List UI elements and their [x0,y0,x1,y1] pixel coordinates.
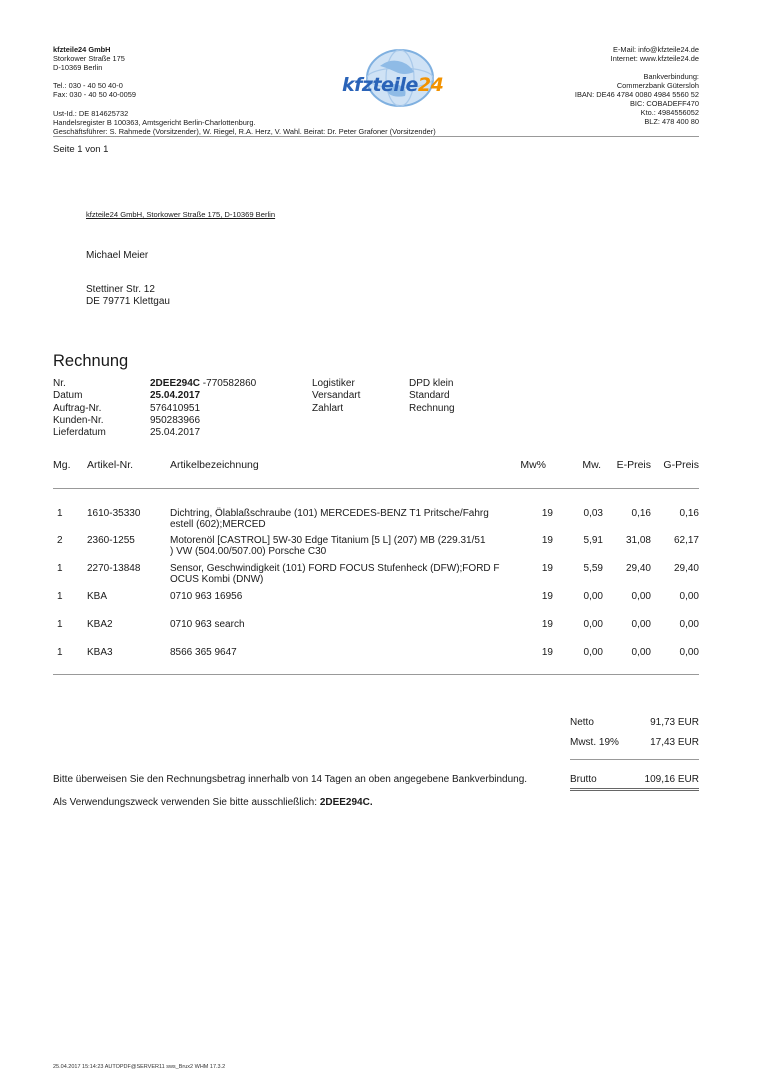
bank-name: Commerzbank Gütersloh [616,81,699,90]
cell-bez: 8566 365 9647 [170,647,237,658]
sender-tel: Tel.: 030 - 40 50 40-0 [53,81,123,90]
document-title: Rechnung [53,352,129,370]
cell-mw: 0,00 [583,619,603,630]
cell-mw-pct: 19 [541,508,553,519]
invoice-number: 2DEE294C -770582860 [150,378,257,389]
header-divider [53,136,699,137]
versandart-label: Versandart [312,390,361,402]
logistiker-label: Logistiker [312,378,355,389]
brutto-value: 109,16 EUR [644,774,699,785]
cell-bez: Motorenöl [CASTROL] 5W-30 Edge Titanium [5 L] (207) MB (229.31/51 ) VW (504.00/507.00) Porsche C30 [170,535,486,557]
header-gpreis: G-Preis [663,459,699,471]
header-bez: Artikelbezeichnung [170,459,259,471]
sender-management: Geschäftsführer: S. Rahmede (Vorsitzender), W. Riegel, R.A. Herz, V. Wahl. Beirat: Dr. Peter Grafoner (Vorsitzender) [53,127,436,136]
sender-fax: Fax: 030 - 40 50 40-0059 [53,90,136,99]
cell-epreis: 31,08 [625,535,651,546]
invoice-labels [53,378,106,439]
cell-mw-pct: 19 [541,647,553,658]
page-label: Seite 1 von 1 [53,144,109,155]
cell-epreis: 0,00 [631,619,651,630]
cell-epreis: 29,40 [625,563,651,574]
sender-phone-block [53,81,136,99]
logistiker-value: DPD klein [409,378,454,389]
cell-mg: 1 [57,647,63,658]
cell-mw: 0,00 [583,647,603,658]
invoice-values [150,378,256,439]
netto-label: Netto [570,717,594,728]
cell-gpreis: 0,00 [679,647,699,658]
cell-mw: 0,03 [583,508,603,519]
netto-value: 91,73 EUR [650,717,699,728]
bank-bic: BIC: COBADEFF470 [630,99,699,108]
liefer-label: Lieferdatum [53,427,106,439]
cell-gpreis: 29,40 [673,563,699,574]
cell-mw-pct: 19 [541,619,553,630]
return-address: kfzteile24 GmbH, Storkower Straße 175, D-10369 Berlin [86,210,276,219]
cell-gpreis: 62,17 [673,535,699,546]
cell-gpreis: 0,00 [679,619,699,630]
cell-artnr: 2360-1255 [87,535,135,546]
datum-label: Datum [53,390,83,402]
payment-note: Bitte überweisen Sie den Rechnungsbetrag innerhalb von 14 Tagen an oben angegebene Bankverbindung. [53,774,528,785]
versandart-value: Standard [409,390,450,402]
delivery-date: 25.04.2017 [150,427,201,439]
cell-gpreis: 0,00 [679,591,699,602]
recipient-name: Michael Meier [86,250,149,261]
mwst-value: 17,43 EUR [650,737,699,748]
bank-title: Bankverbindung: [643,72,699,81]
shipping-labels [312,378,360,415]
shipping-values [409,378,455,415]
brutto-label: Brutto [570,774,597,785]
brutto-underline [570,788,699,789]
cell-mw: 0,00 [583,591,603,602]
cell-bez: Dichtring, Ölablaßschraube (101) MERCEDES-BENZ T1 Pritsche/Fahrg estell (602);MERCED [170,508,489,530]
cell-artnr: 2270-13848 [87,563,141,574]
nr-label: Nr. [53,378,66,389]
contact-block [459,45,699,63]
company-logo [340,48,460,108]
cell-epreis: 0,00 [631,647,651,658]
cell-mw-pct: 19 [541,563,553,574]
bank-block [459,72,699,126]
totals-block [570,717,699,757]
table-footer-divider [53,674,699,675]
order-number: 576410951 [150,402,201,414]
cell-mg: 1 [57,619,63,630]
sender-city: D-10369 Berlin [53,63,103,72]
cell-artnr: 1610-35330 [87,508,141,519]
recipient-street: Stettiner Str. 12 [86,284,155,295]
sender-name: kfzteile24 GmbH [53,45,111,54]
reference-code: 2DEE294C. [319,797,373,808]
cell-artnr: KBA2 [87,619,113,630]
bank-kto: Kto.: 4984556052 [640,108,699,117]
sender-street: Storkower Straße 175 [53,54,125,63]
logo-text [342,74,443,96]
recipient-city: DE 79771 Klettgau [86,296,170,307]
cell-mw-pct: 19 [541,591,553,602]
bank-iban: IBAN: DE46 4784 0080 4984 5560 52 [574,90,699,99]
kunden-label: Kunden-Nr. [53,414,104,426]
recipient-block [86,250,170,308]
cell-bez: Sensor, Geschwindigkeit (101) FORD FOCUS Stufenheck (DFW);FORD F OCUS Kombi (DNW) [170,563,500,585]
cell-mg: 2 [57,535,63,546]
cell-mg: 1 [57,591,63,602]
header-mw: Mw. [582,459,601,471]
cell-mw: 5,59 [583,563,603,574]
zahlart-value: Rechnung [409,402,455,414]
cell-mw: 5,91 [583,535,603,546]
sender-block [53,45,125,72]
sender-ustid: Ust-Id.: DE 814625732 [53,109,129,118]
sender-register: Handelsregister B 100363, Amtsgericht Berlin-Charlottenburg. [53,118,256,127]
cell-bez: 0710 963 search [170,619,245,630]
cell-mg: 1 [57,508,63,519]
contact-email: E-Mail: info@kfzteile24.de [613,45,699,54]
zahlart-label: Zahlart [312,402,344,414]
cell-mg: 1 [57,563,63,574]
table-header-divider [53,488,699,489]
header-artnr: Artikel-Nr. [87,459,134,471]
brutto-underline-2 [570,790,699,791]
cell-epreis: 0,00 [631,591,651,602]
print-footer: 25.04.2017 15:14:23 AUTOPDF@SERVER11 sws_Brux2 WHM 17.3.2 [53,1064,226,1070]
header-epreis: E-Preis [616,459,651,471]
cell-mw-pct: 19 [541,535,553,546]
brutto-row [570,774,699,786]
sender-legal-block [53,109,513,136]
totals-divider [570,759,699,760]
cell-bez: 0710 963 16956 [170,591,243,602]
header-mw-pct: Mw% [520,459,546,471]
contact-internet: Internet: www.kfzteile24.de [610,54,699,63]
logo-wordmark: kfzteile24 [342,74,444,96]
cell-gpreis: 0,16 [679,508,699,519]
mwst-label: Mwst. 19% [570,737,619,748]
customer-number: 950283966 [150,414,201,426]
cell-artnr: KBA3 [87,647,113,658]
bank-blz: BLZ: 478 400 80 [644,117,699,126]
cell-epreis: 0,16 [631,508,651,519]
invoice-date: 25.04.2017 [150,390,201,402]
cell-artnr: KBA [87,591,108,602]
header-mg: Mg. [53,459,71,471]
reference-note: Als Verwendungszweck verwenden Sie bitte ausschließlich: 2DEE294C. [53,797,373,808]
auftrag-label: Auftrag-Nr. [53,402,102,414]
